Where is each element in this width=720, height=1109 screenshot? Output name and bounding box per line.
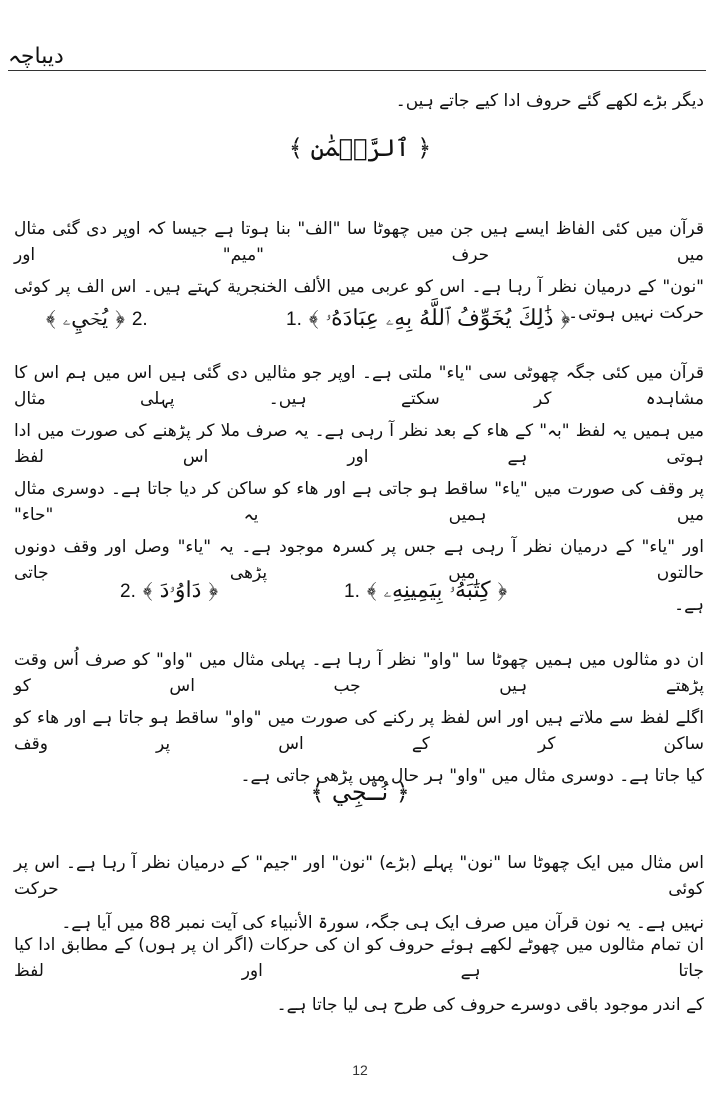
paragraph-line: کیا جاتا ہے۔ دوسری مثال میں "واو" ہر حال میں پڑھی جاتی ہے۔	[240, 766, 704, 786]
example-arabic-text: ﴿ ذَٰلِكَ يُخَوِّفُ ٱللَّهُ بِهِۦ عِبَادَهُۥ ﴾	[308, 306, 571, 331]
paragraph-small-waw	[14, 647, 704, 795]
intro-paragraph: دیگر بڑے لکھے گئے حروف ادا کیے جاتے ہیں۔	[395, 91, 704, 111]
example-ya-1	[286, 306, 570, 331]
paragraph-line: ان دو مثالوں میں ہمیں چھوٹا سا "واو" نظر آ رہا ہے۔ پہلی مثال میں "واو" کو صرف اُس وقت پڑھتے ہیں جب اس کو	[14, 650, 704, 696]
example-number: 2.	[120, 581, 136, 602]
example-number: 1.	[344, 581, 360, 602]
paragraph-line: "نون" کے درمیان نظر آ رہا ہے۔ اس کو عربی میں الألف الخنجرية کہتے ہیں۔ اس الف پر کوئی حرکت نہیں ہوتی۔	[14, 277, 704, 323]
page-header-title: دیباچہ	[8, 44, 64, 69]
paragraph-line: ہے۔	[674, 595, 704, 615]
example-alif-word: ﴿ ٱلرَّحۡمَٰنِ ﴾	[288, 134, 432, 162]
paragraph-line: ان تمام مثالوں میں چھوٹے لکھے ہوئے حروف کو ان کی حرکات (اگر ان پر ہوں) کے مطابق ادا کیا جاتا ہے اور لفظ	[14, 935, 704, 981]
paragraph-line: اور "یاء" کے درمیان نظر آ رہی ہے جس پر کسرہ موجود ہے۔ یہ "یاء" وصل اور وقف دونوں حالتوں میں پڑھی جاتی	[14, 537, 704, 583]
header-divider	[8, 70, 706, 71]
example-arabic-text: ﴿ دَاوُۥدَ ﴾	[142, 578, 219, 603]
paragraph-line: قرآن میں کئی الفاظ ایسے ہیں جن میں چھوٹا سا "الف" بنا ہوتا ہے جیسا کہ اوپر دی گئی مثال میں حرف "میم" اور	[14, 219, 704, 265]
paragraph-line: قرآن میں کئی جگہ چھوٹی سی "یاء" ملتی ہے۔ اوپر جو مثالیں دی گئی ہیں اس میں ہم اس کا مشاہدہ کر سکتے ہیں۔ پہلی مثال	[14, 363, 704, 409]
paragraph-line: پر وقف کی صورت میں "یاء" ساقط ہو جاتی ہے اور ھاء کو ساکن کر دیا جاتا ہے۔ دوسری مثال میں ہمیں یہ "حاء"	[14, 479, 704, 525]
example-ya-2	[46, 306, 148, 331]
example-arabic-text: ﴿ كِتَٰبَهُۥ بِيَمِينِهِۦ ﴾	[366, 578, 508, 603]
paragraph-line: اگلے لفظ سے ملاتے ہیں اور اس لفظ پر رکنے کی صورت میں "واو" ساقط ہو جاتا ہے اور ھاء کو ساکن کر کے اس پر وقف	[14, 708, 704, 754]
example-small-noon: ﴿ نُـۨجِي ﴾	[310, 778, 410, 806]
example-arabic-text: ﴿ يُحۡيِۦ ﴾	[46, 306, 125, 331]
example-waw-2	[120, 578, 218, 603]
example-waw-1	[344, 578, 507, 603]
paragraph-line: کے اندر موجود باقی دوسرے حروف کی طرح ہی لیا جاتا ہے۔	[276, 995, 704, 1015]
example-number: 2.	[131, 309, 148, 330]
paragraph-line: نہیں ہے۔ یہ نون قرآن میں صرف ایک ہی جگہ، سورۃ الأنبیاء کی آیت نمبر 88 میں آیا ہے۔	[61, 913, 704, 933]
page-number: 12	[352, 1062, 368, 1078]
paragraph-line: میں ہمیں یہ لفظ "بہ" کے ھاء کے بعد نظر آ رہی ہے۔ یہ صرف ملا کر پڑھنے کی صورت میں ادا ہوتی ہے اور اس لفظ	[14, 421, 704, 467]
paragraph-line: اس مثال میں ایک چھوٹا سا "نون" پہلے (بڑے) "نون" اور "جیم" کے درمیان نظر آ رہا ہے۔ اس پر کوئی حرکت	[14, 853, 704, 899]
paragraph-small-noon	[14, 850, 704, 944]
paragraph-summary	[14, 932, 704, 1026]
example-number: 1.	[286, 309, 302, 330]
